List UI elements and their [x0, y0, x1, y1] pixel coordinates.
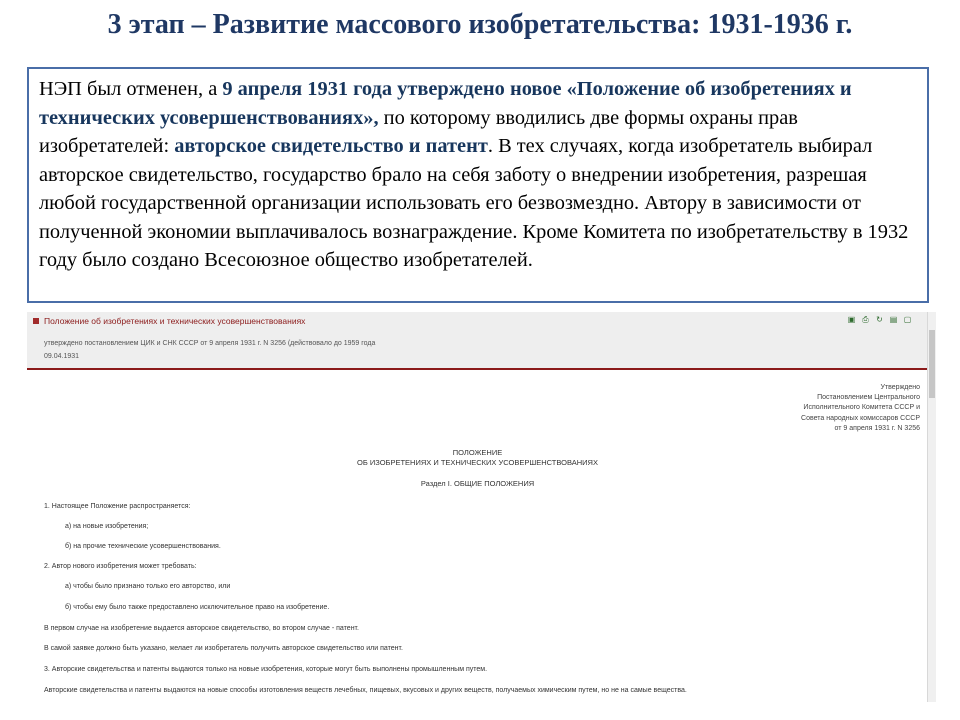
close-icon[interactable]: ▢ — [903, 315, 912, 324]
scrollbar[interactable] — [927, 312, 936, 702]
document-line: В первом случае на изобретение выдается авторское свидетельство, во втором случае - патент. — [44, 625, 359, 632]
document-line: б) на прочие технические усовершенствования. — [65, 543, 221, 550]
document-toolbar — [847, 315, 912, 324]
document-date: 09.04.1931 — [44, 353, 80, 360]
document-line: 3. Авторские свидетельства и патенты выдаются только на новые изобретения, которые могут быть выполнены промышленным путем. — [44, 666, 488, 673]
document-subheading: ОБ ИЗОБРЕТЕНИЯХ И ТЕХНИЧЕСКИХ УСОВЕРШЕНСТВОВАНИЯХ — [357, 458, 598, 467]
text-box — [27, 67, 929, 303]
highlight-protection-forms: авторское свидетельство и патент — [174, 135, 488, 157]
paragraph-text-1: НЭП был отменен, а — [39, 78, 223, 100]
scrollbar-thumb[interactable] — [929, 330, 935, 398]
save-icon[interactable]: ▣ — [847, 315, 856, 324]
document-screenshot — [27, 312, 936, 702]
view-icon[interactable]: ▤ — [889, 315, 898, 324]
document-line: 2. Автор нового изобретения может требовать: — [44, 563, 197, 570]
approval-line: Утверждено — [880, 384, 920, 391]
document-icon — [33, 318, 39, 324]
document-title[interactable]: Положение об изобретениях и технических усовершенствованиях — [44, 316, 306, 326]
document-line: Авторские свидетельства и патенты выдаются на новые способы изготовления веществ лечебных, пищевых, вкусовых и других веществ, получаемых химическим путем, но не на самые вещества. — [44, 687, 687, 694]
document-heading: ПОЛОЖЕНИЕ — [452, 448, 503, 457]
document-line: а) на новые изобретения; — [65, 523, 149, 530]
section-heading: Раздел I. ОБЩИЕ ПОЛОЖЕНИЯ — [420, 479, 535, 488]
highlight-decree: 9 апреля 1931 года утверждено новое «Положение об изобретениях и технических усовершенствованиях», — [39, 78, 852, 129]
approval-block — [801, 383, 920, 434]
approval-line: Постановлением Центрального — [817, 394, 920, 402]
document-meta: утверждено постановлением ЦИК и СНК СССР от 9 апреля 1931 г. N 3256 (действовало до 1959 года — [44, 340, 376, 347]
document-line: В самой заявке должно быть указано, желает ли изобретатель получить авторское свидетельство или патент. — [44, 645, 403, 652]
approval-line: от 9 апреля 1931 г. N 3256 — [834, 424, 920, 432]
approval-line: Совета народных комиссаров СССР — [801, 414, 920, 422]
document-line: б) чтобы ему было также предоставлено исключительное право на изобретение. — [65, 604, 330, 611]
paragraph-text-2: по которому вводились две формы охраны прав изобретателей: — [39, 106, 798, 157]
approval-line: Исполнительного Комитета СССР и — [803, 404, 920, 412]
paragraph-text-3: . В тех случаях, когда изобретатель выбирал авторское свидетельство, государство брало на себя заботу о внедрении изобретения, разрешая любой государственной организации использовать его безвозмездно. Автору в зависимости от полученной экономии выплачивалось вознаграждение. Кроме Комитета по изобретательству в 1932 году было создано Всесоюзное общество изобретателей. — [39, 135, 909, 271]
main-paragraph — [39, 75, 917, 275]
refresh-icon[interactable]: ↻ — [876, 315, 883, 324]
document-line: а) чтобы было признано только его авторство, или — [65, 583, 231, 590]
document-header — [27, 312, 928, 370]
print-icon[interactable]: ⎙ — [862, 315, 869, 324]
document-line: 1. Настоящее Положение распространяется: — [44, 503, 191, 510]
slide-title: 3 этап – Развитие массового изобретательства: 1931-1936 г. — [107, 9, 853, 40]
